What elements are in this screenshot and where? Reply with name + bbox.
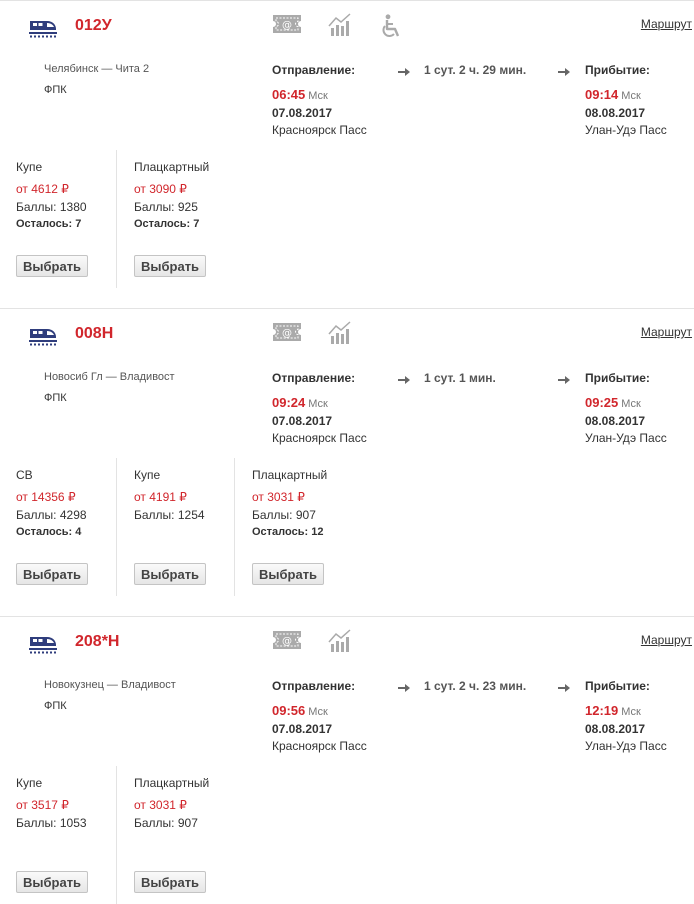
arrival-station: Улан-Удэ Пасс <box>585 431 667 445</box>
e-ticket-icon <box>271 630 303 655</box>
arrow-right-icon <box>558 680 570 698</box>
timezone-label: Мск <box>621 706 641 718</box>
chart-icon <box>328 13 352 42</box>
departure-station: Красноярск Пасс <box>272 431 367 445</box>
car-class-points: Баллы: 907 <box>134 816 198 830</box>
travel-duration: 1 сут. 2 ч. 29 мин. <box>424 63 527 77</box>
car-class-price: от 3517 ₽ <box>16 798 69 812</box>
train-icon <box>28 323 58 352</box>
car-class-name: Купе <box>16 160 43 174</box>
car-class-points: Баллы: 1053 <box>16 816 87 830</box>
car-class-name: Плацкартный <box>134 776 210 790</box>
e-ticket-icon <box>271 322 303 347</box>
card-divider <box>0 308 694 309</box>
arrival-time: 09:25 Мск <box>585 395 641 410</box>
car-class-points: Баллы: 907 <box>252 508 316 522</box>
arrival-date: 08.08.2017 <box>585 722 646 736</box>
car-class-name: Плацкартный <box>134 160 210 174</box>
travel-duration: 1 сут. 2 ч. 23 мин. <box>424 679 527 693</box>
train-route-stations: Новосиб Гл — Владивост <box>44 371 175 383</box>
wheelchair-icon <box>380 14 402 45</box>
arrival-date: 08.08.2017 <box>585 106 646 120</box>
departure-label: Отправление: <box>272 63 356 77</box>
arrow-right-icon <box>398 372 410 390</box>
route-link[interactable]: Маршрут <box>640 325 692 339</box>
route-link[interactable]: Маршрут <box>640 17 692 31</box>
car-class-price: от 3031 ₽ <box>134 798 187 812</box>
arrival-label: Прибытие: <box>585 679 650 693</box>
select-button[interactable]: Выбрать <box>252 563 324 585</box>
car-class-column <box>134 458 235 596</box>
departure-station: Красноярск Пасс <box>272 123 367 137</box>
car-class-column <box>134 150 234 288</box>
arrival-station: Улан-Удэ Пасс <box>585 739 667 753</box>
train-card <box>0 308 694 616</box>
departure-label: Отправление: <box>272 371 356 385</box>
travel-duration: 1 сут. 1 мин. <box>424 371 496 385</box>
car-class-name: СВ <box>16 468 33 482</box>
departure-date: 07.08.2017 <box>272 722 333 736</box>
train-route-stations: Новокузнец — Владивост <box>44 679 176 691</box>
departure-label: Отправление: <box>272 679 356 693</box>
svg-text:@: @ <box>282 636 292 647</box>
departure-time: 06:45 Мск <box>272 87 328 102</box>
arrival-date: 08.08.2017 <box>585 414 646 428</box>
arrival-label: Прибытие: <box>585 371 650 385</box>
car-class-column <box>252 458 372 596</box>
arrival-station: Улан-Удэ Пасс <box>585 123 667 137</box>
arrow-right-icon <box>398 680 410 698</box>
departure-time: 09:56 Мск <box>272 703 328 718</box>
timezone-label: Мск <box>308 706 328 718</box>
car-class-points: Баллы: 1254 <box>134 508 205 522</box>
car-class-price: от 4612 ₽ <box>16 182 69 196</box>
svg-text:@: @ <box>282 328 292 339</box>
select-button[interactable]: Выбрать <box>16 563 88 585</box>
car-class-price: от 3090 ₽ <box>134 182 187 196</box>
departure-date: 07.08.2017 <box>272 106 333 120</box>
car-class-price: от 3031 ₽ <box>252 490 305 504</box>
car-class-column <box>134 766 234 904</box>
train-icon <box>28 631 58 660</box>
train-number[interactable]: 208*Н <box>75 633 120 650</box>
train-route-stations: Челябинск — Чита 2 <box>44 63 150 75</box>
car-class-column <box>16 766 117 904</box>
carrier-name: ФПК <box>44 392 67 404</box>
seats-left: Осталось: 7 <box>134 218 200 230</box>
arrow-right-icon <box>398 64 410 82</box>
arrow-right-icon <box>558 372 570 390</box>
seats-left: Осталось: 7 <box>16 218 82 230</box>
train-icon <box>28 15 58 44</box>
card-divider <box>0 616 694 617</box>
car-class-name: Плацкартный <box>252 468 328 482</box>
train-number[interactable]: 012У <box>75 17 112 34</box>
timezone-label: Мск <box>308 90 328 102</box>
departure-time: 09:24 Мск <box>272 395 328 410</box>
timezone-label: Мск <box>308 398 328 410</box>
carrier-name: ФПК <box>44 700 67 712</box>
arrow-right-icon <box>558 64 570 82</box>
car-class-price: от 14356 ₽ <box>16 490 76 504</box>
card-divider <box>0 0 694 1</box>
car-class-points: Баллы: 1380 <box>16 200 87 214</box>
train-number[interactable]: 008Н <box>75 325 114 342</box>
select-button[interactable]: Выбрать <box>134 563 206 585</box>
car-class-column <box>16 150 117 288</box>
arrival-time: 12:19 Мск <box>585 703 641 718</box>
departure-date: 07.08.2017 <box>272 414 333 428</box>
select-button[interactable]: Выбрать <box>134 255 206 277</box>
car-class-points: Баллы: 925 <box>134 200 198 214</box>
train-card <box>0 616 694 890</box>
timezone-label: Мск <box>621 90 641 102</box>
route-link[interactable]: Маршрут <box>640 633 692 647</box>
arrival-label: Прибытие: <box>585 63 650 77</box>
car-class-column <box>16 458 117 596</box>
arrival-time: 09:14 Мск <box>585 87 641 102</box>
car-class-name: Купе <box>134 468 161 482</box>
select-button[interactable]: Выбрать <box>16 255 88 277</box>
train-card <box>0 0 694 308</box>
car-class-points: Баллы: 4298 <box>16 508 87 522</box>
chart-icon <box>328 321 352 350</box>
svg-text:@: @ <box>282 20 292 31</box>
car-class-name: Купе <box>16 776 43 790</box>
seats-left: Осталось: 12 <box>252 526 324 538</box>
carrier-name: ФПК <box>44 84 67 96</box>
departure-station: Красноярск Пасс <box>272 739 367 753</box>
chart-icon <box>328 629 352 658</box>
select-button[interactable]: Выбрать <box>134 871 206 893</box>
seats-left: Осталось: 4 <box>16 526 82 538</box>
car-class-price: от 4191 ₽ <box>134 490 187 504</box>
timezone-label: Мск <box>621 398 641 410</box>
e-ticket-icon <box>271 14 303 39</box>
select-button[interactable]: Выбрать <box>16 871 88 893</box>
